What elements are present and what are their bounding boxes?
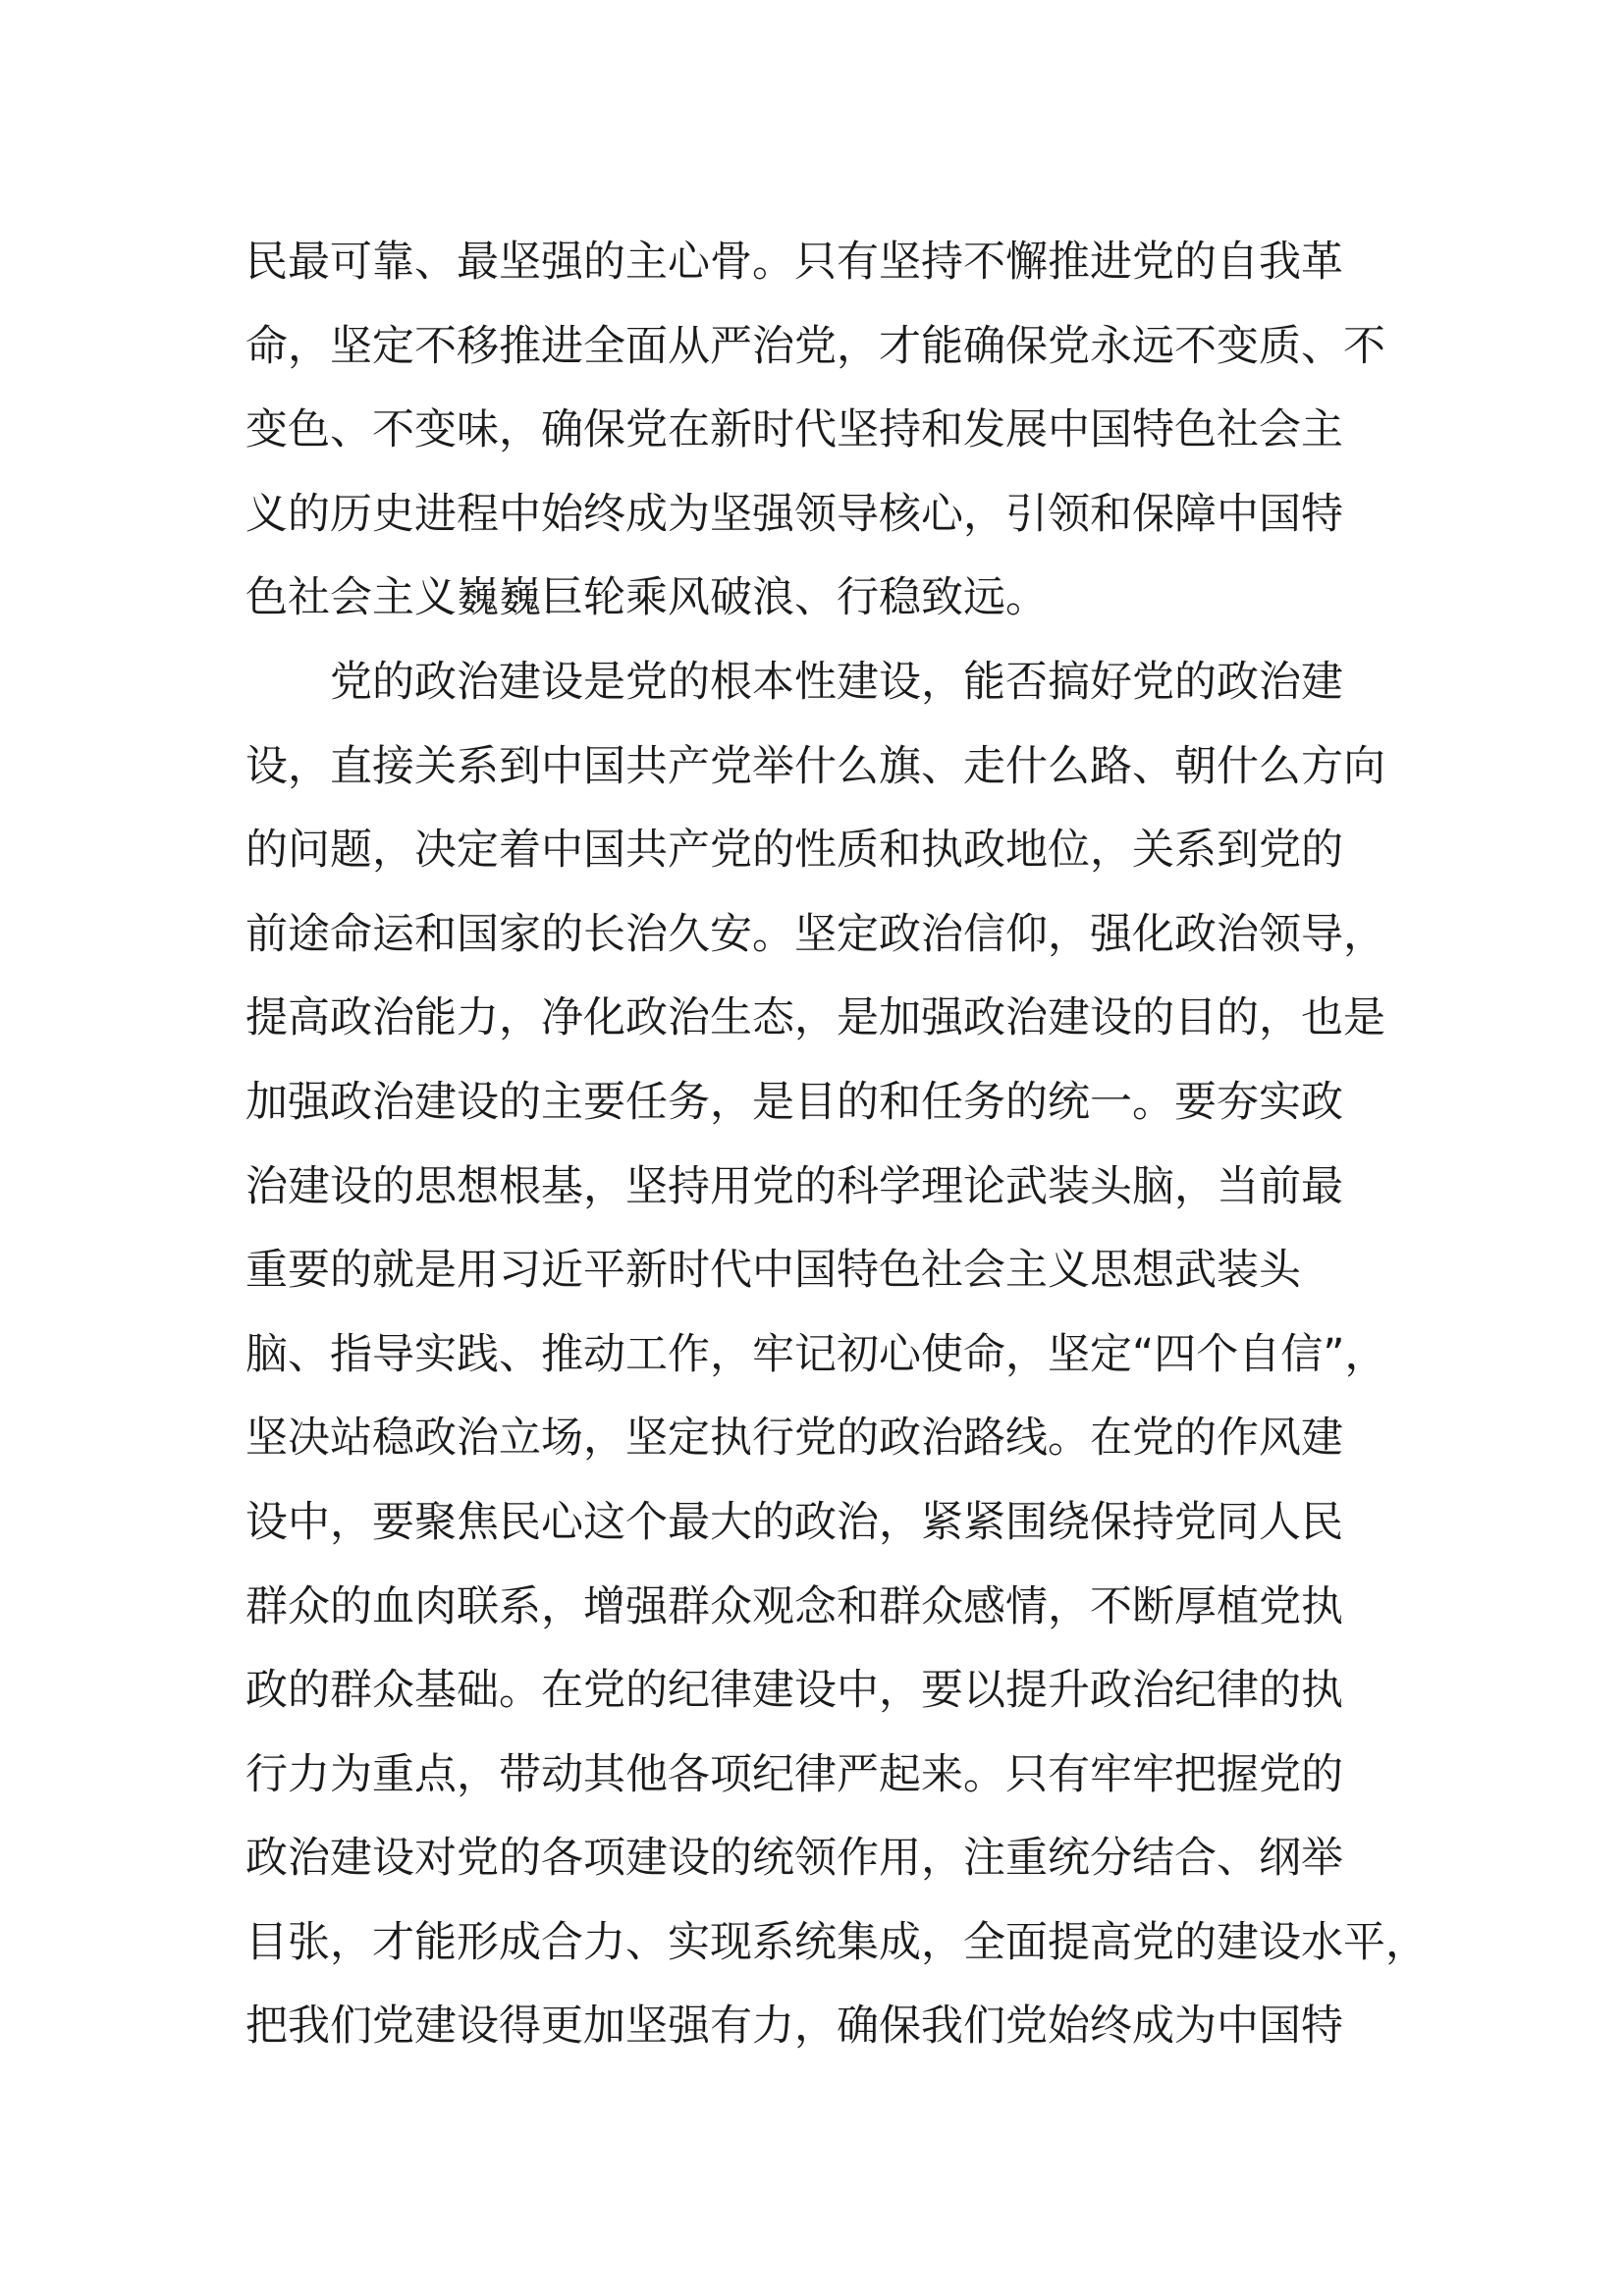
text-line: 义的历史进程中始终成为坚强领导核心，引领和保障中国特: [245, 489, 1343, 539]
text-line: 加强政治建设的主要任务，是目的和任务的统一。要夯实政: [245, 1077, 1343, 1127]
text-line: 坚决站稳政治立场，坚定执行党的政治路线。在党的作风建: [245, 1414, 1343, 1464]
body-text: [245, 221, 1428, 2069]
text-line: 设，直接关系到中国共产党举什么旗、走什么路、朝什么方向: [245, 741, 1385, 791]
text-line: 治建设的思想根基，坚持用党的科学理论武装头脑，当前最: [245, 1161, 1343, 1211]
text-line: 把我们党建设得更加坚强有力，确保我们党始终成为中国特: [245, 2002, 1343, 2052]
text-line: 脑、指导实践、推动工作，牢记初心使命，坚定“四个自信”，: [245, 1329, 1387, 1379]
text-line: 重要的就是用习近平新时代中国特色社会主义思想武装头: [245, 1246, 1301, 1296]
text-line: 政的群众基础。在党的纪律建设中，要以提升政治纪律的执: [245, 1666, 1343, 1716]
text-line: 变色、不变味，确保党在新时代坚持和发展中国特色社会主: [245, 405, 1343, 455]
text-line: 目张，才能形成合力、实现系统集成，全面提高党的建设水平，: [245, 1917, 1428, 1967]
text-line: 设中，要聚焦民心这个最大的政治，紧紧围绕保持党同人民: [245, 1497, 1343, 1547]
text-line: 前途命运和国家的长治久安。坚定政治信仰，强化政治领导，: [245, 909, 1385, 959]
text-line: 政治建设对党的各项建设的统领作用，注重统分结合、纲举: [245, 1834, 1343, 1884]
text-line: 的问题，决定着中国共产党的性质和执政地位，关系到党的: [245, 826, 1343, 876]
text-line: 行力为重点，带动其他各项纪律严起来。只有牢牢把握党的: [245, 1749, 1343, 1799]
text-line: 命，坚定不移推进全面从严治党，才能确保党永远不变质、不: [245, 321, 1385, 371]
text-line: 色社会主义巍巍巨轮乘风破浪、行稳致远。: [245, 573, 1048, 623]
text-line: 提高政治能力，净化政治生态，是加强政治建设的目的，也是: [245, 993, 1385, 1043]
text-line: 群众的血肉联系，增强群众观念和群众感情，不断厚植党执: [245, 1581, 1343, 1631]
paragraph-first-line: 党的政治建设是党的根本性建设，能否搞好党的政治建: [330, 657, 1343, 707]
text-line: 民最可靠、最坚强的主心骨。只有坚持不懈推进党的自我革: [245, 238, 1343, 287]
